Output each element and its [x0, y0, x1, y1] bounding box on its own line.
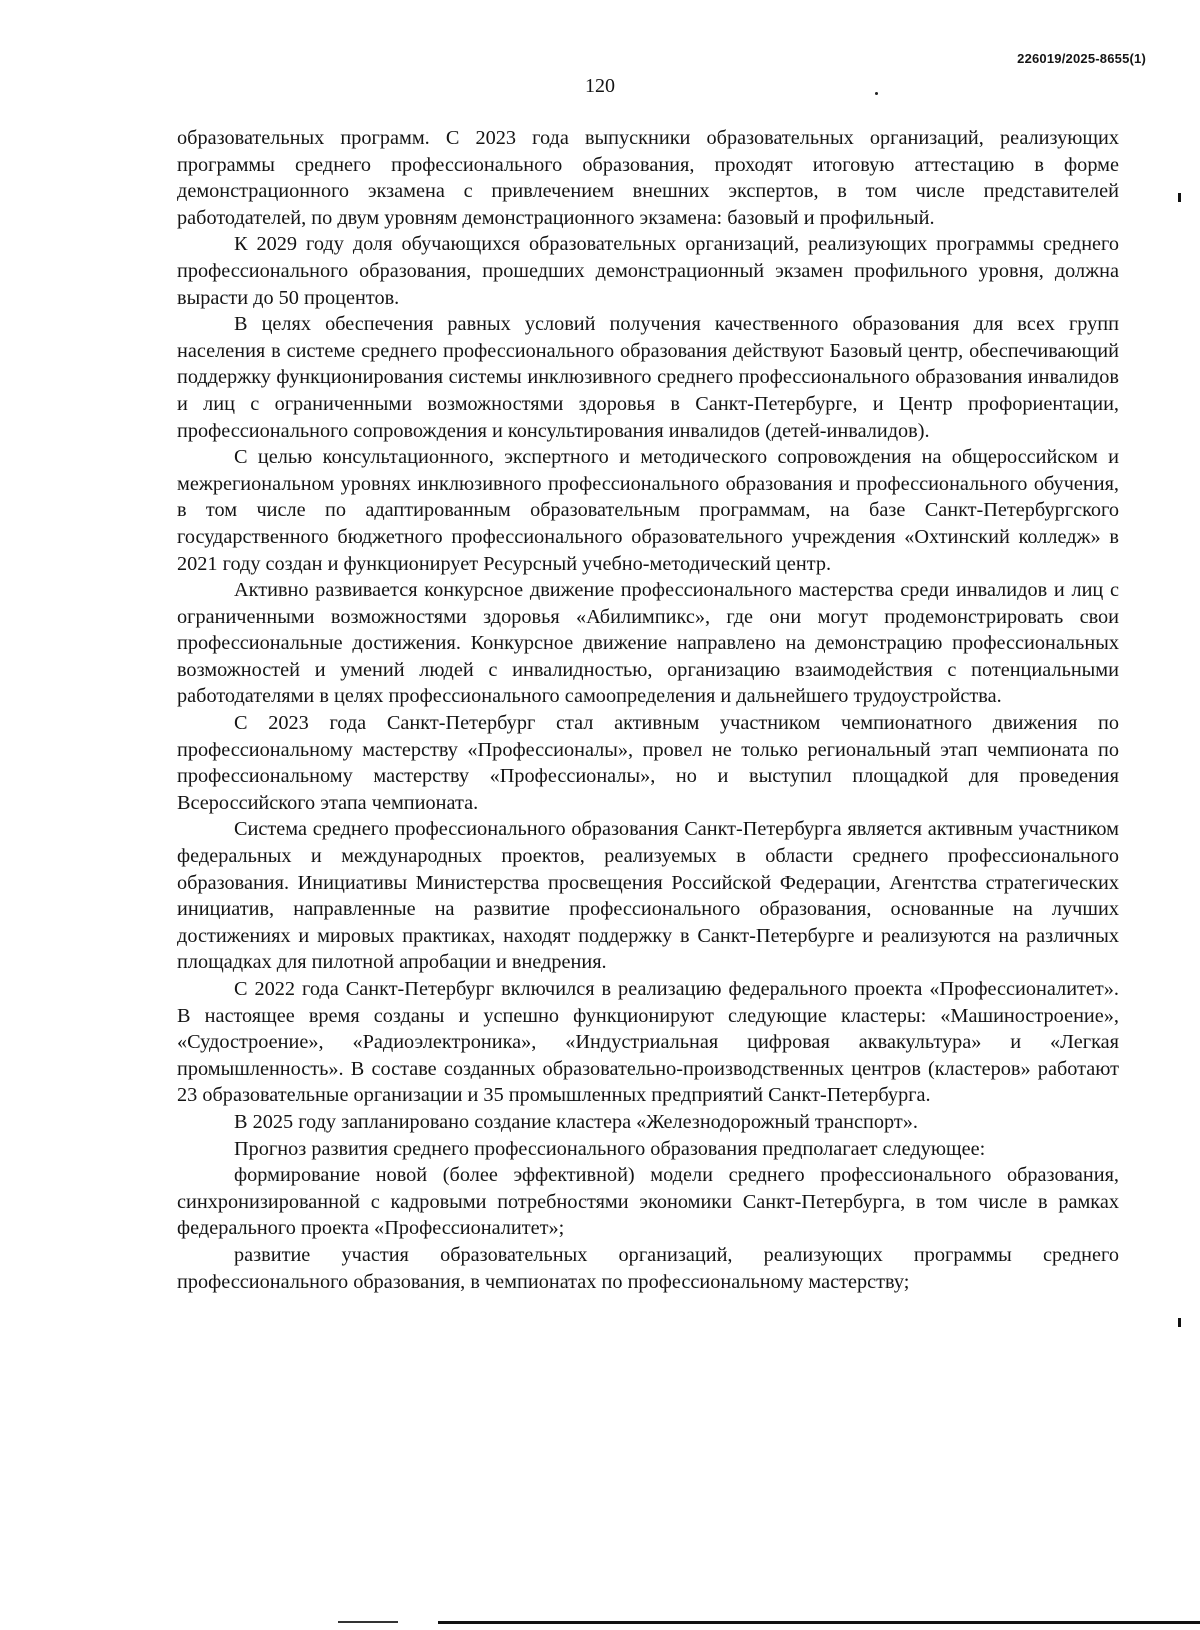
- document-body: [177, 125, 1119, 1295]
- paragraph: С 2023 года Санкт-Петербург стал активным участником чемпионатного движения по профессиональному мастерству «Профессионалы», провел не только региональный этап чемпионата по профессиональному мастерству «Профессионалы», но и выступил площадкой для проведения Всероссийского этапа чемпионата.: [177, 712, 1119, 814]
- scan-bottom-line: [338, 1621, 398, 1623]
- paragraph: С 2022 года Санкт-Петербург включился в реализацию федерального проекта «Профессионалитет». В настоящее время созданы и успешно функционируют следующие кластеры: «Машиностроение», «Судостроение», «Радиоэлектроника», «Индустриальная цифровая аквакультура» и «Легкая промышленность». В составе созданных образовательно-производственных центров (кластеров» работают 23 образовательные организации и 35 промышленных предприятий Санкт-Петербурга.: [177, 978, 1119, 1107]
- paragraph: К 2029 году доля обучающихся образовательных организаций, реализующих программы среднего профессионального образования, прошедших демонстрационный экзамен профильного уровня, должна вырасти до 50 процентов.: [177, 233, 1119, 309]
- document-id: 226019/2025-8655(1): [1017, 51, 1146, 66]
- paragraph: Прогноз развития среднего профессионального образования предполагает следующее:: [234, 1137, 986, 1160]
- paragraph: Система среднего профессионального образования Санкт-Петербурга является активным участником федеральных и международных проектов, реализуемых в области среднего профессионального образования. Инициативы Министерства просвещения Российской Федерации, Агентства стратегических инициатив, направленные на развитие профессионального образования, основанные на лучших достижениях и мировых практиках, находят поддержку в Санкт-Петербурге и реализуются на различных площадках для пилотной апробации и внедрения.: [177, 818, 1119, 974]
- scan-bottom-line: [438, 1621, 1200, 1624]
- list-item-paragraph: развитие участия образовательных организаций, реализующих программы среднего профессионального образования, в чемпионатах по профессиональному мастерству;: [177, 1243, 1119, 1293]
- paragraph: С целью консультационного, экспертного и методического сопровождения на общероссийском и межрегиональном уровнях инклюзивного профессионального образования и профессионального обучения, в том числе по адаптированным образовательным программам, на базе Санкт-Петербургского государственного бюджетного профессионального образовательного учреждения «Охтинский колледж» в 2021 году создан и функционирует Ресурсный учебно-методический центр.: [177, 446, 1119, 575]
- paragraph: В 2025 году запланировано создание кластера «Железнодорожный транспорт».: [234, 1110, 918, 1133]
- paragraph: В целях обеспечения равных условий получения качественного образования для всех групп населения в системе среднего профессионального образования действуют Базовый центр, обеспечивающий поддержку функционирования системы инклюзивного среднего профессионального образования инвалидов и лиц с ограниченными возможностями здоровья в Санкт-Петербурге, и Центр профориентации, профессионального сопровождения и консультирования инвалидов (детей-инвалидов).: [177, 313, 1119, 442]
- list-item-paragraph: формирование новой (более эффективной) модели среднего профессионального образования, синхронизированной с кадровыми потребностями экономики Санкт-Петербурга, в том числе в рамках федерального проекта «Профессионалитет»;: [177, 1164, 1119, 1240]
- scan-edge-mark: [1178, 193, 1181, 202]
- paragraph-continuation: образовательных программ. С 2023 года выпускники образовательных организаций, реализующих программы среднего профессионального образования, проходят итоговую аттестацию в форме демонстрационного экзамена с привлечением внешних экспертов, в том числе представителей работодателей, по двум уровням демонстрационного экзамена: базовый и профильный.: [177, 127, 1119, 229]
- page-number: 120: [585, 75, 615, 97]
- paragraph: Активно развивается конкурсное движение профессионального мастерства среди инвалидов и лиц с ограниченными возможностями здоровья «Абилимпикс», где они могут продемонстрировать свои профессиональные достижения. Конкурсное движение направлено на демонстрацию профессиональных возможностей и умений людей с инвалидностью, организацию взаимодействия с потенциальными работодателями в целях профессионального самоопределения и дальнейшего трудоустройства.: [177, 579, 1119, 708]
- scan-speck: [875, 92, 878, 95]
- scan-edge-mark: [1178, 1318, 1181, 1327]
